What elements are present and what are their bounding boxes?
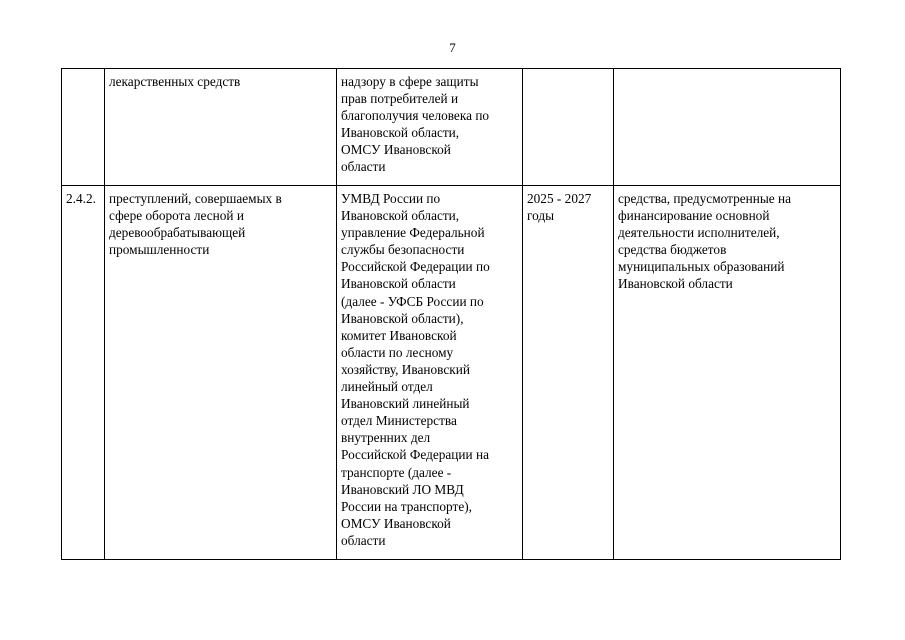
measures-table bbox=[61, 68, 841, 560]
cell-item-number: 2.4.2. bbox=[62, 186, 105, 560]
table-row bbox=[62, 69, 841, 186]
table-row bbox=[62, 186, 841, 560]
cell-subject: преступлений, совершаемых в сфере оборота лесной и деревообрабатывающей промышленности bbox=[105, 186, 337, 560]
cell-funding bbox=[614, 69, 841, 186]
cell-executors: УМВД России по Ивановской области, управление Федеральной службы безопасности Российской Федерации по Ивановской области (далее - УФСБ России по Ивановской области), комитет Ивановской области по лесному хозяйству, Ивановский линейный отдел Ивановский линейный отдел Министерства внутренних дел Российской Федерации на транспорте (далее - Ивановский ЛО МВД России на транспорте), ОМСУ Ивановской области bbox=[337, 186, 523, 560]
cell-subject: лекарственных средств bbox=[105, 69, 337, 186]
cell-funding: средства, предусмотренные на финансирование основной деятельности исполнителей, средства бюджетов муниципальных образований Ивановской области bbox=[614, 186, 841, 560]
cell-period: 2025 - 2027 годы bbox=[523, 186, 614, 560]
page-number: 7 bbox=[449, 40, 456, 55]
cell-period bbox=[523, 69, 614, 186]
cell-executors: надзору в сфере защиты прав потребителей и благополучия человека по Ивановской области, ОМСУ Ивановской области bbox=[337, 69, 523, 186]
cell-item-number bbox=[62, 69, 105, 186]
